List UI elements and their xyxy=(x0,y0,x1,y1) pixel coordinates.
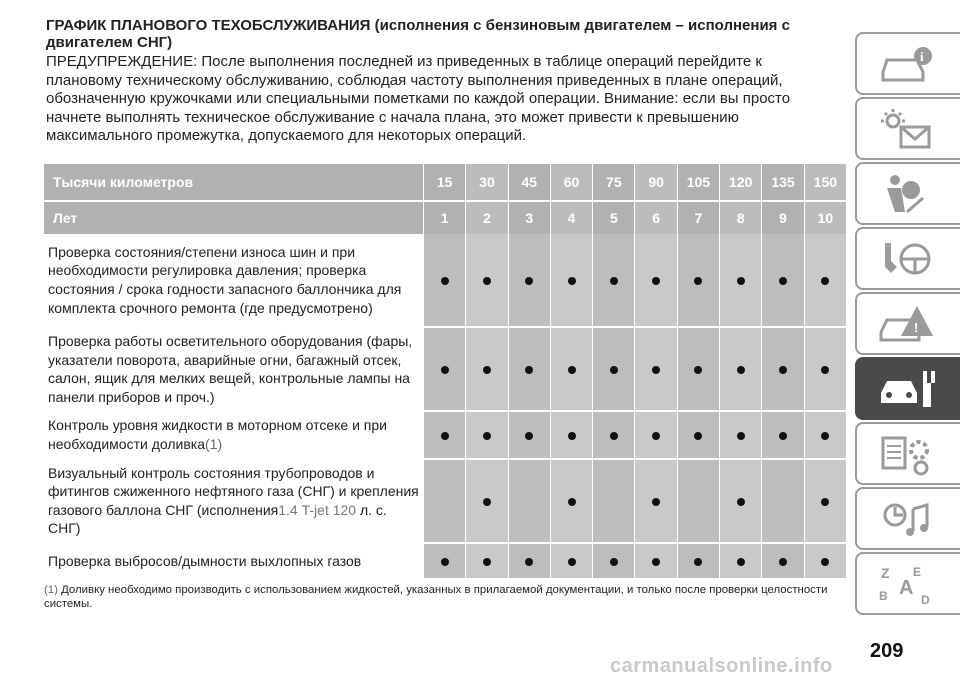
scheduled-dot xyxy=(441,277,449,285)
scheduled-dot xyxy=(610,558,618,566)
schedule-cell xyxy=(423,544,465,580)
scheduled-dot xyxy=(821,277,829,285)
footnote-mark: (1) xyxy=(44,584,58,596)
schedule-cell xyxy=(719,544,761,580)
footnote-ref: (1) xyxy=(205,435,223,452)
scheduled-dot xyxy=(483,366,491,374)
tab-warning-lights[interactable] xyxy=(855,97,960,160)
operation-text: Визуальный контроль состояния трубопроводов и фитингов сжиженного нефтяного газа (СНГ) и крепления газового баллона СНГ (исполнения xyxy=(48,464,419,518)
scheduled-dot xyxy=(737,432,745,440)
year-value: 4 xyxy=(550,202,592,234)
operation-description: Проверка состояния/степени износа шин и при необходимости регулировка давления; проверка состояния / срока годности запасного баллончика для комплекта срочного ремонта (где предусмотрено) xyxy=(44,234,423,328)
scheduled-dot xyxy=(441,366,449,374)
years-header-row xyxy=(44,202,846,234)
year-value: 10 xyxy=(804,202,846,234)
table-row xyxy=(44,460,846,544)
schedule-cell xyxy=(634,234,676,328)
svg-text:D: D xyxy=(921,593,930,607)
maintenance-schedule-table xyxy=(44,164,846,580)
schedule-cell xyxy=(804,460,846,544)
schedule-cell xyxy=(719,234,761,328)
schedule-cell xyxy=(423,412,465,459)
tab-multimedia[interactable] xyxy=(855,487,960,550)
scheduled-dot xyxy=(525,277,533,285)
km-value: 75 xyxy=(592,164,634,202)
schedule-cell xyxy=(508,460,550,544)
scheduled-dot xyxy=(694,558,702,566)
table-row xyxy=(44,544,846,580)
svg-text:i: i xyxy=(920,49,924,64)
km-value: 120 xyxy=(719,164,761,202)
schedule-cell xyxy=(761,544,803,580)
schedule-cell xyxy=(508,544,550,580)
scheduled-dot xyxy=(525,366,533,374)
warning-lights-icon xyxy=(877,107,937,152)
scheduled-dot xyxy=(652,277,660,285)
schedule-cell xyxy=(465,234,507,328)
tab-technical-data[interactable] xyxy=(855,422,960,485)
scheduled-dot xyxy=(568,498,576,506)
operation-description: Проверка выбросов/дымности выхлопных газов xyxy=(44,544,423,580)
year-value: 3 xyxy=(508,202,550,234)
svg-text:A: A xyxy=(899,577,914,599)
schedule-cell xyxy=(761,412,803,459)
year-value: 6 xyxy=(634,202,676,234)
schedule-cell xyxy=(761,234,803,328)
schedule-cell xyxy=(592,234,634,328)
schedule-cell xyxy=(423,234,465,328)
schedule-cell xyxy=(761,460,803,544)
scheduled-dot xyxy=(610,366,618,374)
tab-emergency[interactable] xyxy=(855,292,960,355)
schedule-cell xyxy=(592,544,634,580)
scheduled-dot xyxy=(568,558,576,566)
scheduled-dot xyxy=(568,432,576,440)
schedule-cell xyxy=(634,460,676,544)
watermark: carmanualsonline.info xyxy=(610,655,833,677)
page-number: 209 xyxy=(870,640,904,662)
schedule-cell xyxy=(550,544,592,580)
year-value: 7 xyxy=(677,202,719,234)
km-header-label: Тысячи километров xyxy=(44,164,423,202)
tab-safety[interactable] xyxy=(855,162,960,225)
schedule-cell xyxy=(634,412,676,459)
scheduled-dot xyxy=(694,432,702,440)
scheduled-dot xyxy=(652,558,660,566)
footnote-text: Доливку необходимо производить с использованием жидкостей, указанных в прилагаемой документации, и только после проверки целостности системы. xyxy=(44,584,828,610)
warning-text: ПРЕДУПРЕЖДЕНИЕ: После выполнения последней из приведенных в таблице операций перейдите к плановому техническому обслуживанию, соблюдая частоту выполнения приведенных в плане операций, обозначенную кружочками или специальными пометками по каждой операции. Внимание: если вы просто начнете выполнять техническое обслуживание с начала плана, это может привести к превышению максимального промежутка, допускаемого для некоторых операций. xyxy=(46,53,791,145)
car-service-icon xyxy=(877,367,937,412)
tab-car-info[interactable] xyxy=(855,32,960,95)
svg-text:!: ! xyxy=(914,320,919,335)
scheduled-dot xyxy=(737,498,745,506)
schedule-cell xyxy=(592,328,634,412)
scheduled-dot xyxy=(821,366,829,374)
km-value: 90 xyxy=(634,164,676,202)
schedule-cell xyxy=(677,328,719,412)
operation-description xyxy=(44,460,423,544)
scheduled-dot xyxy=(821,498,829,506)
scheduled-dot xyxy=(694,277,702,285)
schedule-cell xyxy=(550,234,592,328)
schedule-cell xyxy=(719,460,761,544)
schedule-cell xyxy=(508,412,550,459)
schedule-cell xyxy=(508,234,550,328)
scheduled-dot xyxy=(652,366,660,374)
scheduled-dot xyxy=(525,432,533,440)
schedule-cell xyxy=(634,328,676,412)
year-value: 2 xyxy=(465,202,507,234)
scheduled-dot xyxy=(737,277,745,285)
km-value: 150 xyxy=(804,164,846,202)
page-heading: ГРАФИК ПЛАНОВОГО ТЕХОБСЛУЖИВАНИЯ (исполнения с бензиновым двигателем – исполнения с двигателем СНГ) xyxy=(46,17,790,51)
scheduled-dot xyxy=(441,558,449,566)
year-value: 9 xyxy=(761,202,803,234)
specs-gears-icon xyxy=(877,432,937,477)
car-info-icon xyxy=(877,42,937,87)
scheduled-dot xyxy=(568,277,576,285)
km-value: 60 xyxy=(550,164,592,202)
schedule-cell xyxy=(804,234,846,328)
schedule-cell xyxy=(550,460,592,544)
schedule-cell xyxy=(465,460,507,544)
schedule-cell xyxy=(465,544,507,580)
schedule-cell xyxy=(761,328,803,412)
table-row xyxy=(44,412,846,459)
scheduled-dot xyxy=(483,558,491,566)
schedule-cell xyxy=(423,328,465,412)
table-row xyxy=(44,328,846,412)
scheduled-dot xyxy=(568,366,576,374)
km-value: 45 xyxy=(508,164,550,202)
scheduled-dot xyxy=(525,558,533,566)
scheduled-dot xyxy=(652,498,660,506)
year-value: 1 xyxy=(423,202,465,234)
engine-version: 1.4 T-jet 120 xyxy=(278,501,357,518)
schedule-cell xyxy=(677,544,719,580)
km-header-row xyxy=(44,164,846,202)
schedule-cell xyxy=(465,412,507,459)
operation-text: Контроль уровня жидкости в моторном отсеке и при необходимости доливка xyxy=(48,417,387,452)
scheduled-dot xyxy=(821,558,829,566)
schedule-cell xyxy=(550,412,592,459)
scheduled-dot xyxy=(610,432,618,440)
safety-airbag-icon xyxy=(877,172,937,217)
operation-description xyxy=(44,412,423,459)
schedule-cell xyxy=(719,328,761,412)
km-value: 15 xyxy=(423,164,465,202)
schedule-cell xyxy=(804,328,846,412)
schedule-cell xyxy=(508,328,550,412)
scheduled-dot xyxy=(779,432,787,440)
schedule-cell xyxy=(804,544,846,580)
scheduled-dot xyxy=(483,432,491,440)
schedule-cell xyxy=(550,328,592,412)
schedule-cell xyxy=(592,460,634,544)
scheduled-dot xyxy=(610,277,618,285)
year-value: 8 xyxy=(719,202,761,234)
schedule-cell xyxy=(677,412,719,459)
scheduled-dot xyxy=(821,432,829,440)
tab-start-driving[interactable] xyxy=(855,227,960,290)
km-value: 105 xyxy=(677,164,719,202)
scheduled-dot xyxy=(779,366,787,374)
scheduled-dot xyxy=(694,366,702,374)
multimedia-icon xyxy=(877,497,937,542)
tab-index[interactable] xyxy=(855,552,960,615)
scheduled-dot xyxy=(652,432,660,440)
years-header-label: Лет xyxy=(44,202,423,234)
schedule-cell xyxy=(465,328,507,412)
index-az-icon xyxy=(877,562,937,607)
scheduled-dot xyxy=(779,277,787,285)
km-value: 30 xyxy=(465,164,507,202)
footnote xyxy=(44,583,844,611)
scheduled-dot xyxy=(779,558,787,566)
operation-text-end: л. с. СНГ) xyxy=(48,501,387,537)
schedule-cell xyxy=(719,412,761,459)
schedule-cell xyxy=(592,412,634,459)
scheduled-dot xyxy=(737,366,745,374)
operation-description: Проверка работы осветительного оборудования (фары, указатели поворота, аварийные огни, багажный отсек, салон, ящик для мелких вещей, контрольные лампы на панели приборов и проч.) xyxy=(44,328,423,412)
schedule-cell xyxy=(634,544,676,580)
schedule-cell xyxy=(423,460,465,544)
svg-text:E: E xyxy=(913,565,922,579)
scheduled-dot xyxy=(483,498,491,506)
tab-maintenance[interactable] xyxy=(855,357,960,420)
schedule-cell xyxy=(677,460,719,544)
year-value: 5 xyxy=(592,202,634,234)
svg-text:B: B xyxy=(879,589,888,603)
svg-text:Z: Z xyxy=(881,565,890,581)
schedule-cell xyxy=(677,234,719,328)
table-row xyxy=(44,234,846,328)
key-steering-icon xyxy=(877,237,937,282)
emergency-triangle-icon xyxy=(877,302,937,347)
scheduled-dot xyxy=(441,432,449,440)
scheduled-dot xyxy=(483,277,491,285)
km-value: 135 xyxy=(761,164,803,202)
scheduled-dot xyxy=(737,558,745,566)
schedule-cell xyxy=(804,412,846,459)
